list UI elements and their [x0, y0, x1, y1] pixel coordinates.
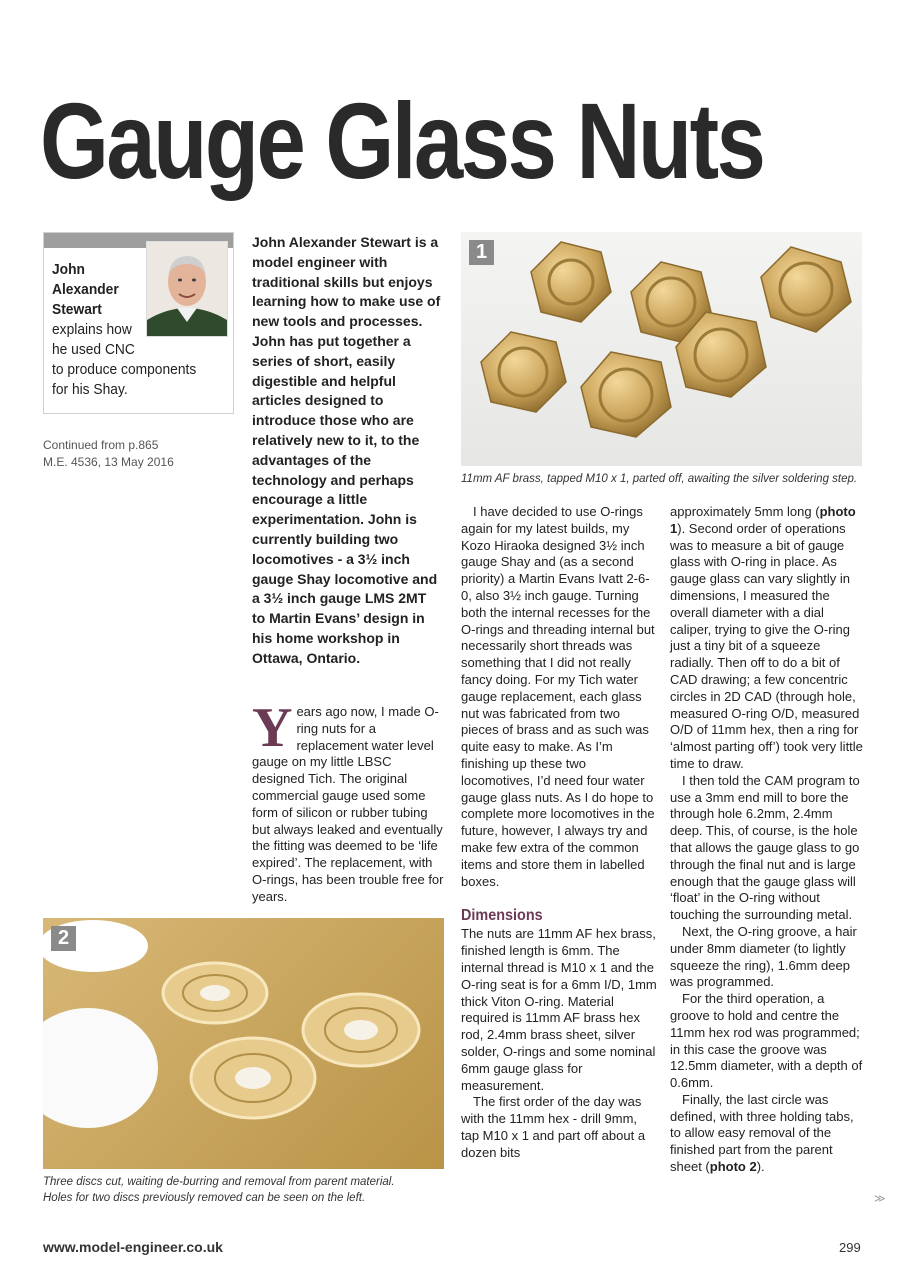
photo-2-caption-line2: Holes for two discs previously removed can be seen on the left.: [43, 1192, 366, 1204]
body-paragraph: Next, the O-ring groove, a hair under 8mm diameter (to lightly squeeze the ring), 1.6mm deep was programmed.: [670, 923, 857, 990]
paragraph-text: ears ago now, I made O-ring nuts for a replacement water level gauge on my little LBSC designed Tich. The original commercial gauge used some form of silicon or rubber tubing but always leaked and eventually the fitting was deemed to be ‘life expired’. The replacement, with O-rings, has been trouble free for years.: [252, 704, 444, 904]
standfirst: John Alexander Stewart is a model engineer with traditional skills but enjoys learning how to make use of new tools and processes. John has put together a series of short, easily digestible and helpful articles designed to introduce those who are relatively new to it, to the advantages of the technology and perhaps encourage a little experimentation. John is currently building two locomotives - a 3½ inch gauge Shay locomotive and a 3½ inch gauge LMS 2MT to Martin Evans’ design in his home workshop in Ottawa, Ontario.: [252, 234, 441, 666]
continued-note: [43, 437, 174, 471]
paragraph-text: ). Second order of operations was to measure a bit of gauge glass with O-ring in place. As gauge glass can vary slightly in dimensions, I measured the overall diameter with a dial caliper, trying to give the O-ring just a tiny bit of a squeeze radially. Then off to do a bit of CAD drawing; a few concentric circles in 2D CAD (through hole, measured O-ring O/D, measured O/D of 11mm hex, then a ring for ‘almost parting off’) took very little time to draw.: [670, 520, 863, 771]
photo-2-caption: [43, 1174, 444, 1206]
body-column-3: [670, 504, 864, 1176]
paragraph-text: approximately 5mm long (: [670, 504, 820, 519]
body-column-1: [252, 697, 444, 906]
drop-cap: Y: [252, 697, 293, 759]
section-heading-dimensions: Dimensions: [461, 907, 543, 925]
body-paragraph: The nuts are 11mm AF hex brass, finished length is 6mm. The internal thread is M10 x 1 and the O-ring seat is for a 6mm I/D, 1mm thick Viton O-ring. Material required is 11mm AF brass hex rod, 2.4mm brass sheet, silver solder, O-rings and some nominal 6mm gauge glass for measurement.: [461, 926, 657, 1093]
photo-2-caption-line1: Three discs cut, waiting de-burring and removal from parent material.: [43, 1176, 395, 1188]
body-paragraph: I then told the CAM program to use a 3mm end mill to bore the through hole 6.2mm, 2.4mm deep. This, of course, is the hole that allows the gauge glass to go through the final nut and is large enough that the gauge glass will ‘float’ in the O-ring without touching the surrounding metal.: [670, 772, 860, 923]
photo-reference: photo 1: [670, 504, 856, 536]
body-paragraph: [670, 1092, 864, 1176]
body-paragraph: I have decided to use O-rings again for my latest builds, my Kozo Hiraoka designed 3½ inch gauge Shay and (as a second priority) a Martin Evans Ivatt 2-6-0, also 3½ inch gauge. Turning both the internal recesses for the O-rings and threading internal but necessarily short threads was something that I did not really fancy doing. For my Tich water gauge replacement, each glass nut was fabricated from two pieces of brass and as such was quite easy to make. As I’m finishing up these two locomotives, I’d need four water gauge glass nuts. As I do hope to complete more locomotives in the future, however, I always try and make few extra of the common items and store them in labelled boxes.: [461, 504, 655, 889]
body-paragraph: For the third operation, a groove to hold and centre the 11mm hex rod was programmed; in this case the groove was 12.5mm diameter, with a depth of 0.6mm.: [670, 991, 863, 1091]
photo-2: [43, 918, 444, 1169]
issue-reference: M.E. 4536, 13 May 2016: [43, 455, 174, 469]
photo-1: [461, 232, 862, 466]
page-number: 299: [839, 1240, 861, 1255]
portrait-illustration: [147, 242, 227, 336]
author-name: John Alexander Stewart: [52, 261, 119, 318]
paragraph-text: ).: [756, 1159, 765, 1175]
body-paragraph: [670, 504, 864, 773]
footer-url[interactable]: www.model-engineer.co.uk: [43, 1239, 223, 1255]
author-intro: explains how he used CNC to produce components for his Shay.: [52, 321, 197, 398]
paragraph-text: Finally, the last circle was defined, with three holding tabs, to allow easy removal of the finished part from the parent sheet (: [670, 1091, 854, 1175]
body-column-2: [461, 504, 657, 1161]
article-title: Gauge Glass Nuts: [40, 80, 764, 201]
continued-from: Continued from p.865: [43, 438, 159, 452]
photo-reference: photo 2: [709, 1159, 757, 1175]
photo-1-caption: 11mm AF brass, tapped M10 x 1, parted off, awaiting the silver soldering step.: [461, 473, 858, 485]
author-box: [43, 232, 234, 414]
photo-1-number: 1: [469, 240, 494, 265]
author-portrait: [146, 241, 228, 337]
photo-2-number: 2: [51, 926, 76, 951]
body-paragraph: [252, 697, 444, 906]
continue-arrow-icon: ≫: [874, 1193, 886, 1205]
body-paragraph: The first order of the day was with the 11mm hex - drill 9mm, tap M10 x 1 and part off about a dozen bits: [461, 1094, 646, 1160]
brass-discs-image: [43, 918, 444, 1169]
brass-hex-nuts-image: [461, 232, 862, 466]
